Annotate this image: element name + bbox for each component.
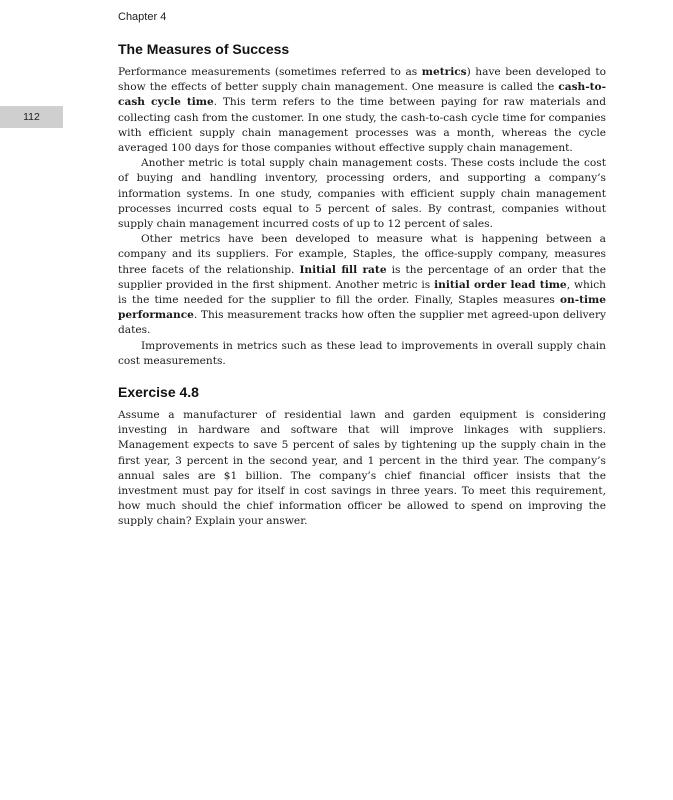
term-cash-to-cash: cash-to-cash cycle time [118, 81, 606, 109]
paragraph-1 [118, 65, 606, 156]
paragraph-3 [118, 232, 606, 338]
p3-text-1: Other metrics have been developed to measure what is happening between a company and its suppliers. For example, Staples, the office-supply company, measures three facets of the relationship. [118, 233, 606, 276]
p3-text-4: . This measurement tracks how often the supplier met agreed-upon delivery dates. [118, 309, 606, 337]
exercise-title: Exercise 4.8 [118, 384, 199, 401]
section-title: The Measures of Success [118, 41, 290, 57]
p3-text-3: , which is the time needed for the supplier to fill the order. Finally, Staples measures [118, 278, 606, 307]
section-gap [118, 369, 606, 383]
page-number-tab [0, 106, 63, 128]
term-on-time-performance: on-time performance [118, 294, 606, 322]
p1-text-1: Performance measurements (sometimes referred to as [118, 66, 422, 78]
term-initial-fill-rate: Initial fill rate [299, 263, 387, 276]
p1-text-2: ) have been developed to show the effects of better supply chain management. One measure is called the [118, 66, 606, 94]
page-number: 112 [23, 111, 40, 123]
exercise-body: Assume a manufacturer of residential lawn and garden equipment is considering investing in hardware and software that will improve linkages with suppliers. Management expects to save 5 percent of sales by tightening up the supply chain in the first year, 3 percent in the second year, and 1 percent in the third year. The company’s annual sales are $1 billion. The company’s chief financial officer insists that the investment must pay for itself in cost savings in three years. To meet this requirement, how much should the chief information officer be allowed to spend on improving the supply chain? Explain your answer. [118, 409, 606, 528]
p1-text-3: . This term refers to the time between paying for raw materials and collecting cash from the customer. In one study, the cash-to-cash cycle time for companies with efficient supply chain management processes was a month, whereas the cycle averaged 100 days for those companies without effective supply chain management. [118, 96, 607, 155]
term-metrics: metrics [421, 66, 467, 78]
paragraph-4: Improvements in metrics such as these lead to improvements in overall supply chain cost measurements. [118, 339, 606, 367]
term-initial-order-lead-time: initial order lead time [434, 278, 567, 291]
paragraph-2: Another metric is total supply chain management costs. These costs include the cost of buying and handling inventory, processing orders, and supporting a company’s information systems. In one study, companies with efficient supply chain management processes incurred costs equal to 5 percent of sales. By contrast, companies without supply chain management incurred costs of up to 12 percent of sales. [118, 157, 606, 231]
p3-text-2: is the percentage of an order that the supplier provided in the first shipment. Another metric is [118, 263, 607, 291]
page-content [118, 40, 606, 530]
running-head-chapter: Chapter 4 [118, 11, 167, 23]
